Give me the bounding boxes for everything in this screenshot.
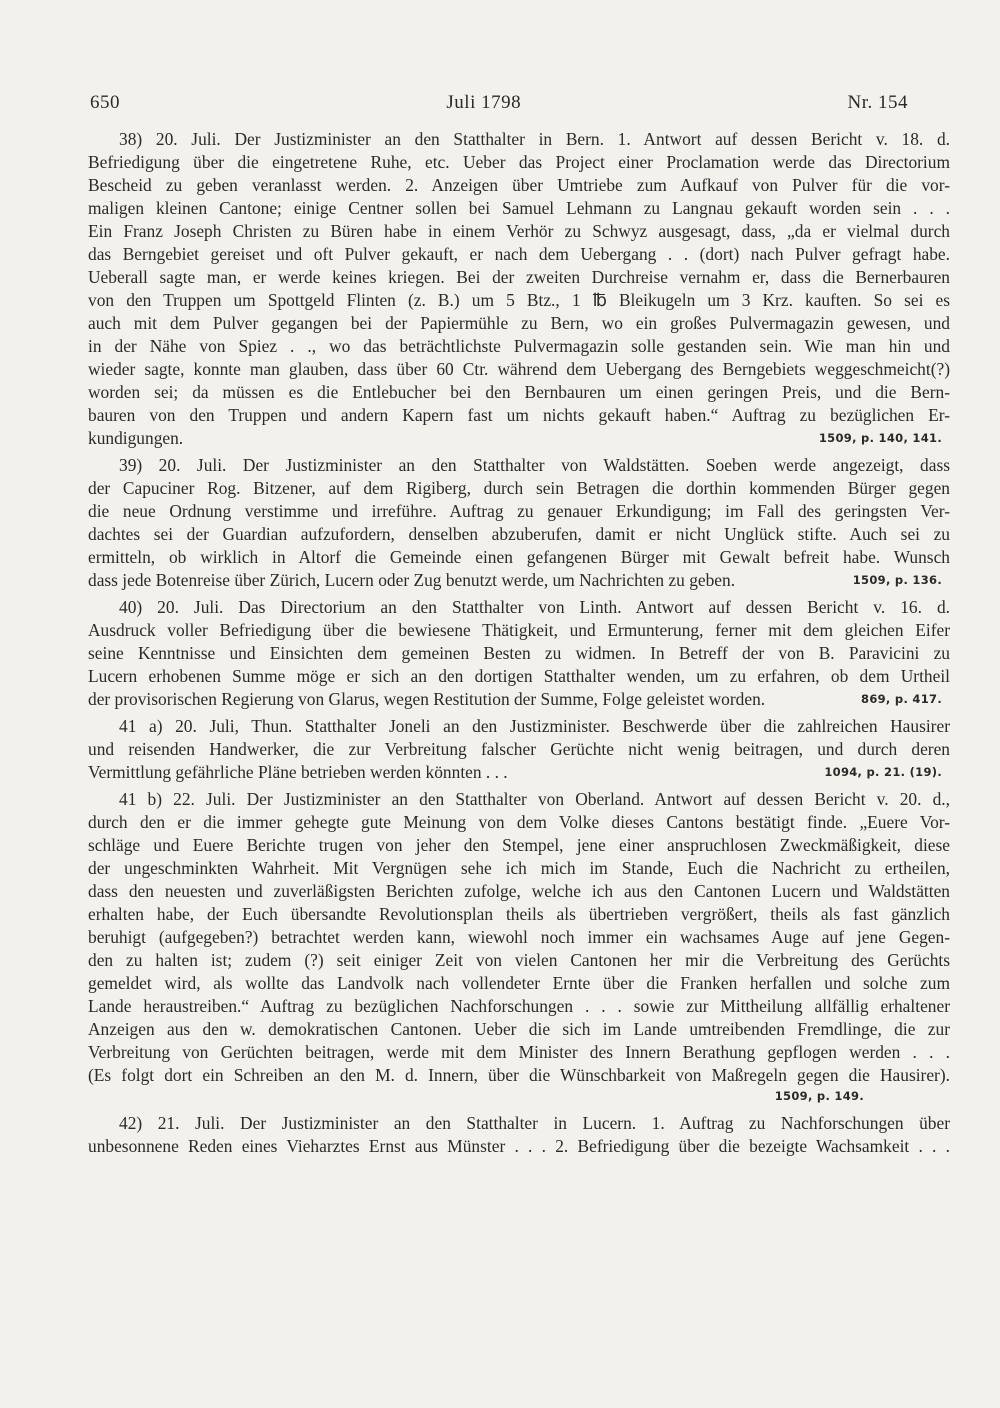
text-line: worden sei; da müssen es die Entlebucher bei den Bernbauren um einen geringen Preis, und die Bern- xyxy=(88,382,950,402)
text-line: 41 b) 22. Juli. Der Justizminister an den Statthalter von Oberland. Antwort auf dessen Bericht v. 20. d., xyxy=(119,789,950,809)
entry-42 xyxy=(88,1112,950,1158)
text-line: Verbreitung von Gerüchten beitragen, werde mit dem Minister des Innern Berathung gepflogen werden . . . xyxy=(88,1042,950,1062)
text-line: auch mit dem Pulver gegangen bei der Papiermühle zu Bern, wo ein großes Pulvermagazin gewesen, und xyxy=(88,313,950,333)
text-line-content: kundigungen. xyxy=(88,428,184,448)
entry-41b xyxy=(88,788,950,1108)
text-line-content: der provisorischen Regierung von Glarus, wegen Restitution der Summe, Folge geleistet worden. xyxy=(88,689,766,709)
entry-41a xyxy=(88,715,950,784)
text-line: (Es folgt dort ein Schreiben an den M. d. Innern, über die Wünschbarkeit von Maßregeln gegen die Hausirer). xyxy=(88,1065,950,1085)
source-reference: 1094, p. 21. (19). xyxy=(824,765,942,779)
text-line: Befriedigung über die eingetretene Ruhe, etc. Ueber das Project einer Proclamation werde das Directorium xyxy=(88,152,950,172)
text-line: und reisenden Handwerker, die zur Verbreitung falscher Gerüchte nicht wenig beitragen, und durch deren xyxy=(88,739,950,759)
running-header xyxy=(90,92,908,114)
text-line: Ausdruck voller Befriedigung über die bewiesene Thätigkeit, und Ermunterung, ferner mit dem gleichen Eifer xyxy=(88,620,950,640)
text-line: 42) 21. Juli. Der Justizminister an den Statthalter in Lucern. 1. Auftrag zu Nachforschungen über xyxy=(119,1113,950,1133)
page-title: Juli 1798 xyxy=(446,92,522,113)
text-line: den zu halten ist; zudem (?) seit einiger Zeit von vielen Cantonen her mir die Verbreitung des Gerüchts xyxy=(88,950,950,970)
text-line: ermitteln, ob wirklich in Altorf die Gemeinde einen gefangenen Bürger mit Gewalt befreit habe. Wunsch xyxy=(88,547,950,567)
entry-38 xyxy=(88,128,950,450)
text-line: der Capuciner Rog. Bitzener, auf dem Rigiberg, durch sein Betragen die dorthin kommenden Bürger gegen xyxy=(88,478,950,498)
text-line: wieder sagte, konnte man glauben, dass über 60 Ctr. während dem Uebergang des Berngebiets weggeschmeicht(?) xyxy=(88,359,950,379)
text-line: erhalten habe, der Euch übersandte Revolutionsplan theils als übertrieben vergrößert, theils als fast gänzlich xyxy=(88,904,950,924)
text-line: dachtes sei der Guardian aufzufordern, denselben abzuberufen, damit er nicht Unglück stifte. Auch sei zu xyxy=(88,524,950,544)
text-line: Ueberall sagte man, er werde keines kriegen. Bei der zweiten Durchreise vernahm er, dass die Bernerbauren xyxy=(88,267,950,287)
text-line: Lucern erhobenen Summe möge er sich an den dortigen Statthalter wenden, um zu erfahren, ob dem Urtheil xyxy=(88,666,950,686)
text-line: das Berngebiet gereiset und oft Pulver gekauft, er nach dem Uebergang . . (dort) nach Pulver gefragt habe. xyxy=(88,244,950,264)
source-reference: 1509, p. 136. xyxy=(852,573,942,587)
text-line: in der Nähe von Spiez . ., wo das beträchtlichste Pulvermagazin solle gestanden sein. Wie man hin und xyxy=(88,336,950,356)
text-line: Ein Franz Joseph Christen zu Büren habe in einem Verhör zu Schwyz ausgesagt, dass, „da er vielmal durch xyxy=(88,221,950,241)
text-line: maligen kleinen Cantone; einige Centner sollen bei Samuel Lehmann zu Langnau gekauft worden sein . . . xyxy=(88,198,950,218)
text-line: Lande heraustreiben.“ Auftrag zu bezüglichen Nachforschungen . . . sowie zur Mittheilung allfällig erhaltener xyxy=(88,996,950,1016)
page-body xyxy=(88,128,950,1162)
source-reference: 869, p. 417. xyxy=(861,692,942,706)
text-line xyxy=(88,688,950,711)
text-line: unbesonnene Reden eines Vieharztes Ernst aus Münster . . . 2. Befriedigung über die bezeigte Wachsamkeit . . . xyxy=(88,1136,950,1156)
text-line: bauren von den Truppen und andern Kapern fast um nichts gekauft haben.“ Auftrag zu bezüglichen Er- xyxy=(88,405,950,425)
text-line-content: Vermittlung gefährliche Pläne betrieben werden könnten . . . xyxy=(88,762,508,782)
text-line xyxy=(88,761,950,784)
source-reference: 1509, p. 149. xyxy=(774,1089,864,1103)
page-number: 650 xyxy=(90,92,120,113)
text-line: 40) 20. Juli. Das Directorium an den Statthalter von Linth. Antwort auf dessen Bericht v. 16. d. xyxy=(119,597,950,617)
text-line-content: dass jede Botenreise über Zürich, Lucern oder Zug benutzt werde, um Nachrichten zu geben. xyxy=(88,570,736,590)
entry-39 xyxy=(88,454,950,592)
text-line: schläge und Euere Berichte trugen von jeher den Stempel, jene einer anspruchlosen Zweckmäßigkeit, diese xyxy=(88,835,950,855)
text-line: von den Truppen um Spottgeld Flinten (z. B.) um 5 Btz., 1 ℔ Bleikugeln um 3 Krz. kauften. So sei es xyxy=(88,290,950,310)
source-reference: 1509, p. 140, 141. xyxy=(818,431,942,445)
text-line: gemeldet wird, als wollte das Landvolk nach vollendeter Ernte über die Franken herfallen und solche zum xyxy=(88,973,950,993)
text-line xyxy=(88,427,950,450)
text-line: dass den neuesten und zuverläßigsten Berichten zufolge, welche ich aus den Cantonen Lucern und Waldstätten xyxy=(88,881,950,901)
text-line: seine Kenntnisse und Einsichten dem gemeinen Besten zu widmen. In Betreff der von B. Paravicini zu xyxy=(88,643,950,663)
text-line: 38) 20. Juli. Der Justizminister an den Statthalter in Bern. 1. Antwort auf dessen Bericht v. 18. d. xyxy=(119,129,950,149)
text-line xyxy=(88,569,950,592)
text-line: beruhigt (aufgegeben?) betrachtet werden kann, wiewohl noch immer ein wachsames Auge auf jene Gegen- xyxy=(88,927,950,947)
entry-40 xyxy=(88,596,950,711)
text-line: der ungeschminkten Wahrheit. Mit Vergnügen sehe ich mich im Stande, Euch die Nachricht zu ertheilen, xyxy=(88,858,950,878)
text-line: die neue Ordnung verstimme und irreführe. Auftrag zu genauer Erkundigung; im Fall des geringsten Ver- xyxy=(88,501,950,521)
text-line: Anzeigen aus den w. demokratischen Cantonen. Ueber die sich im Lande umtreibenden Fremdlinge, die zur xyxy=(88,1019,950,1039)
text-line: durch den er die immer gehegte gute Meinung von dem Volke dieses Cantons bestätigt finde. „Euere Vor- xyxy=(88,812,950,832)
document-number: Nr. 154 xyxy=(847,92,908,113)
text-line: 41 a) 20. Juli, Thun. Statthalter Joneli an den Justizminister. Beschwerde über die zahlreichen Hausirer xyxy=(119,716,950,736)
text-line: Bescheid zu geben veranlasst werden. 2. Anzeigen über Umtriebe zum Aufkauf von Pulver für die vor- xyxy=(88,175,950,195)
text-line: 39) 20. Juli. Der Justizminister an den Statthalter von Waldstätten. Soeben werde angezeigt, dass xyxy=(119,455,950,475)
